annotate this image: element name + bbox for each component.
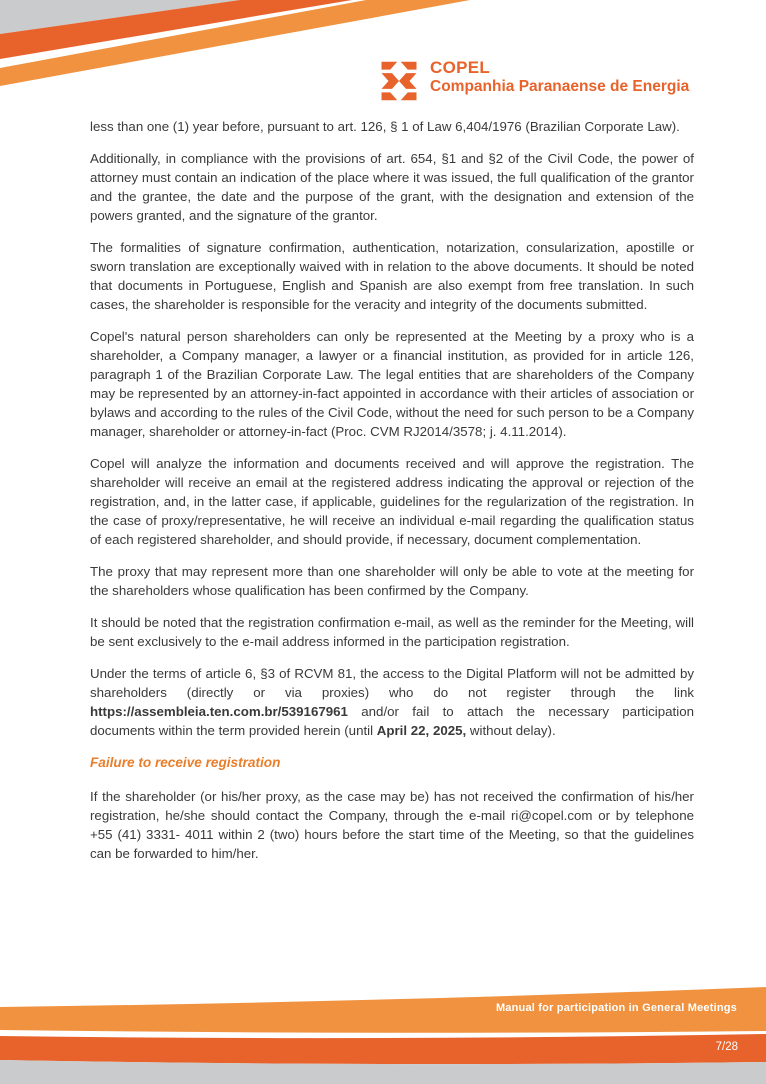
section-heading: Failure to receive registration <box>90 755 281 770</box>
paragraph <box>90 664 694 740</box>
logo-subtitle: Companhia Paranaense de Energia <box>430 77 690 95</box>
page-number: 7/28 <box>715 1041 738 1053</box>
text-run: If the shareholder (or his/her proxy, as the case may be) has not received the confirmation of his/her registration, he/she should contact the Company, through the e-mail ri@copel.com or by telephone +55 (41) 3331- 4011 within 2 (two) hours before the start time of the Meeting, so that the guidelines can be forwarded to him/her. <box>90 789 694 861</box>
text-run: April 22, 2025, <box>376 723 467 738</box>
copel-logo-icon <box>378 61 420 101</box>
paragraph <box>90 613 694 651</box>
paragraph <box>90 562 694 600</box>
footer-manual-label: Manual for participation in General Meetings <box>495 1002 737 1014</box>
text-run: Under the terms of article 6, §3 of RCVM 81, the access to the Digital Platform will not be admitted by shareholders (directly or via proxies) who do not register through the link <box>90 666 694 700</box>
paragraph <box>90 149 694 225</box>
paragraph <box>90 787 694 863</box>
registration-link[interactable]: https://assembleia.ten.com.br/539167961 <box>90 704 348 719</box>
text-run: It should be noted that the registration confirmation e-mail, as well as the reminder for the Meeting, will be sent exclusively to the e-mail address informed in the participation registration. <box>90 615 694 649</box>
footer-decoration <box>0 972 766 1084</box>
copel-logo <box>378 58 689 101</box>
paragraph <box>90 454 694 549</box>
document-body <box>90 117 694 863</box>
text-run: and/or fail to attach the necessary participation documents within the term provided herein (until <box>90 704 694 738</box>
text-run: Copel will analyze the information and documents received and will approve the registration. The shareholder will receive an email at the registered address indicating the approval or rejection of the registration, and, in the latter case, if applicable, guidelines for the regularization of the registration. In the case of proxy/representative, he will receive an individual e-mail regarding the qualification status of each registered shareholder, and should provide, if necessary, document complementation. <box>90 456 694 547</box>
text-run: The formalities of signature confirmation, authentication, notarization, consularization, apostille or sworn translation are exceptionally waived with in relation to the above documents. It should be noted that documents in Portuguese, English and Spanish are also exempt from free translation. In such cases, the shareholder is responsible for the veracity and integrity of the documents submitted. <box>90 240 694 312</box>
text-run: The proxy that may represent more than one shareholder will only be able to vote at the meeting for the shareholders whose qualification has been confirmed by the Company. <box>90 564 694 598</box>
logo-title: COPEL <box>430 58 491 77</box>
paragraph <box>90 327 694 441</box>
text-run: Copel's natural person shareholders can only be represented at the Meeting by a proxy who is a shareholder, a Company manager, a lawyer or a financial institution, as provided for in article 126, paragraph 1 of the Brazilian Corporate Law. The legal entities that are shareholders of the Company may be represented by an attorney-in-fact appointed in accordance with their articles of association or bylaws and according to the rules of the Civil Code, without the need for such person to be a Company manager, shareholder or attorney-in-fact (Proc. CVM RJ2014/3578; j. 4.11.2014). <box>90 329 694 439</box>
paragraph <box>90 117 694 136</box>
text-run: less than one (1) year before, pursuant to art. 126, § 1 of Law 6,404/1976 (Brazilian Corporate Law). <box>90 119 680 134</box>
text-run: Additionally, in compliance with the provisions of art. 654, §1 and §2 of the Civil Code, the power of attorney must contain an indication of the place where it was issued, the full qualification of the grantor and the grantee, the date and the purpose of the grant, with the designation and extension of the powers granted, and the signature of the grantor. <box>90 151 694 223</box>
text-run: without delay). <box>466 723 556 738</box>
paragraph <box>90 238 694 314</box>
